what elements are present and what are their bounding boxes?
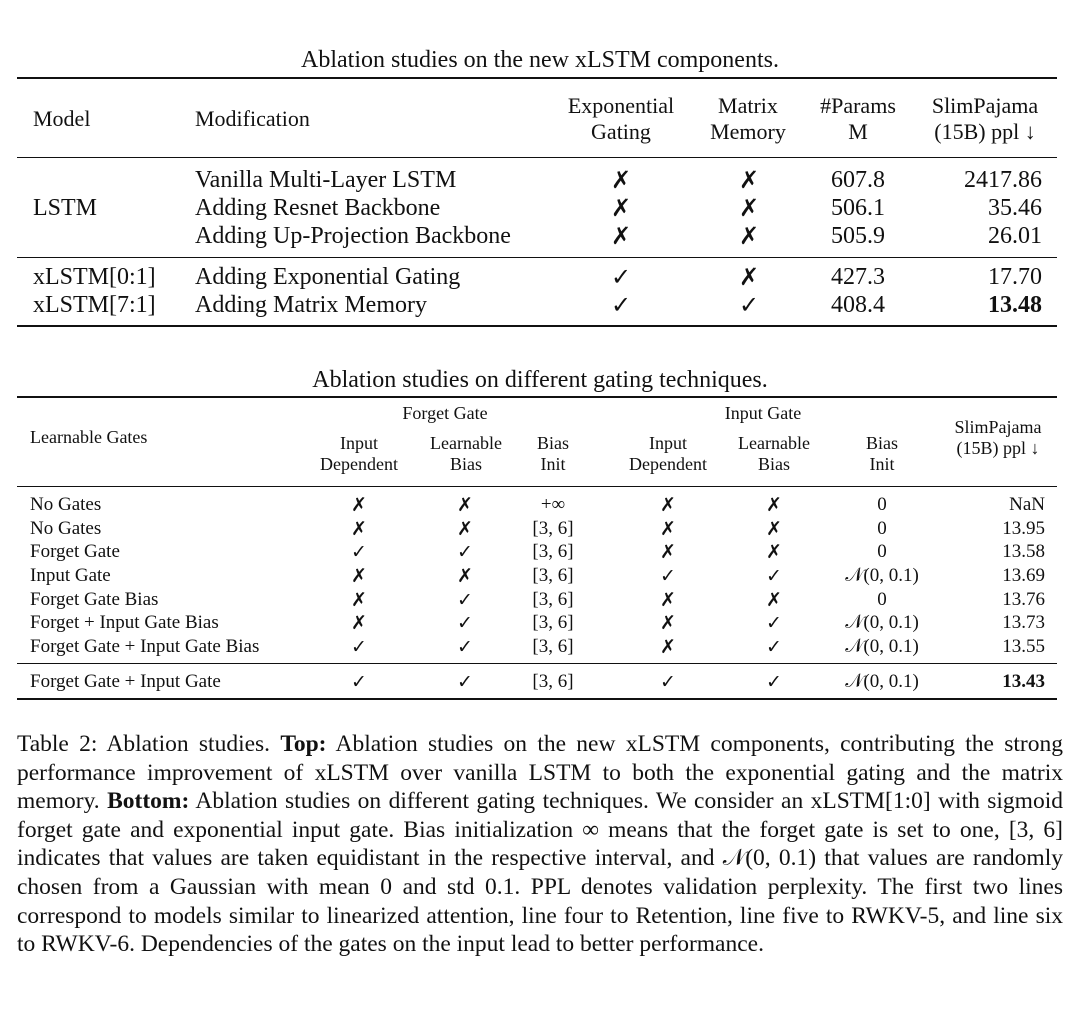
table1-cell-modification: Adding Exponential Gating [195, 264, 461, 290]
table1-cell-modification: Adding Resnet Backbone [195, 195, 441, 221]
table2-header-input-gate: Input Gate [724, 403, 802, 423]
table2-cell-i-bias: ✗ [766, 494, 782, 516]
table2-cell-name: No Gates [30, 518, 102, 539]
table1-header-params-1: #Params [820, 93, 896, 118]
table2-header-forget-gate: Forget Gate [402, 403, 488, 423]
table1-cell-exp-gating: ✗ [610, 194, 632, 222]
table2-cell-f-bias: ✓ [457, 589, 473, 611]
table2-cell-f-dep: ✓ [351, 636, 367, 658]
table1-cell-matrix-memory: ✓ [738, 291, 760, 319]
table1-header-ppl-2: (15B) ppl ↓ [934, 119, 1036, 144]
table2-cell-f-bias: ✓ [457, 612, 473, 634]
table2-header-f-input-dependent-2: Dependent [320, 454, 398, 474]
table2-cell-i-init: 0 [877, 541, 887, 562]
table2-cell-f-dep: ✓ [351, 671, 367, 693]
table1-header-ppl-1: SlimPajama [931, 93, 1039, 118]
table1-header-modification: Modification [195, 106, 310, 131]
table1-cell-ppl: 2417.86 [964, 167, 1042, 193]
table2-header-i-bias-init-1: Bias [865, 433, 898, 453]
table2-cell-name: Forget + Input Gate Bias [30, 612, 219, 633]
table1-header-exp-gating-2: Gating [591, 119, 651, 144]
table1-bottom-rule [17, 325, 1057, 327]
table2-cell-f-dep: ✗ [351, 565, 367, 587]
table2-cell-i-dep: ✗ [660, 589, 676, 611]
table2-cell-f-dep: ✗ [351, 589, 367, 611]
table2-cell-f-init: [3, 6] [532, 589, 574, 610]
table2-cell-f-init: [3, 6] [532, 671, 574, 692]
table1-cell-model: xLSTM[7:1] [33, 292, 156, 318]
table-caption [17, 730, 1063, 959]
table1-cell-params: 607.8 [831, 167, 885, 193]
table1-header-model: Model [33, 106, 91, 131]
table2-cell-i-bias: ✗ [766, 589, 782, 611]
table2-cell-name: Input Gate [30, 565, 111, 586]
table2-cell-ppl: 13.95 [1002, 518, 1045, 539]
table1-cell-exp-gating: ✗ [610, 166, 632, 194]
table1-cell-exp-gating: ✓ [610, 263, 632, 291]
table1-cell-matrix-memory: ✗ [738, 166, 760, 194]
table2-header-f-bias-init-2: Init [540, 454, 566, 474]
table2-cell-f-init: +∞ [540, 494, 566, 515]
table2-final-rule [17, 663, 1057, 664]
caption-label: Table 2: Ablation studies. [17, 731, 271, 757]
table2-cell-f-bias: ✓ [457, 541, 473, 563]
table2-cell-ppl-best: 13.43 [1002, 671, 1045, 692]
table2-cell-f-init: [3, 6] [532, 636, 574, 657]
table2-cell-ppl: 13.69 [1002, 565, 1045, 586]
table2-cell-ppl: 13.76 [1002, 589, 1045, 610]
table1-cell-model: LSTM [33, 195, 98, 221]
table2-header-i-learnable-bias-1: Learnable [738, 433, 810, 453]
table2-cell-i-init: 𝒩(0, 0.1) [845, 636, 919, 657]
table1-cell-matrix-memory: ✗ [738, 263, 760, 291]
table2-header-rule [17, 486, 1057, 487]
table1-cell-params: 506.1 [831, 195, 885, 221]
table2-cell-f-bias: ✗ [457, 494, 473, 516]
table2-title: Ablation studies on different gating techniques. [312, 367, 768, 393]
caption-bottom-text: Ablation studies on different gating techniques. We consider an xLSTM[1:0] with sigmoid forget gate and exponential input gate. Bias initialization ∞ means that the forget gate is set to one, [3, 6] indicates that values are taken equidistant in the respective interval, and 𝒩(0, 0.1) that values are randomly chosen from a Gaussian with mean 0 and std 0.1. PPL denotes validation perplexity. The first two lines correspond to models similar to linearized attention, line four to Retention, line five to RWKV-5, and line six to RWKV-6. Dependencies of the gates on the input lead to better performance. [17, 788, 1063, 958]
caption-top-label: Top: [280, 731, 327, 757]
table2-cell-ppl: 13.58 [1002, 541, 1045, 562]
table1-cell-ppl: 26.01 [988, 223, 1042, 249]
table2-header-f-learnable-bias-2: Bias [449, 454, 482, 474]
table2-cell-i-init: 0 [877, 589, 887, 610]
table2-cell-i-dep: ✗ [660, 541, 676, 563]
table2-cell-i-init: 0 [877, 494, 887, 515]
table2-cell-name: Forget Gate [30, 541, 120, 562]
table1-header-rule [17, 157, 1057, 158]
table2-cell-f-bias: ✓ [457, 671, 473, 693]
table1-top-rule [17, 77, 1057, 79]
table2-cell-i-dep: ✗ [660, 612, 676, 634]
table2-cell-i-dep: ✗ [660, 636, 676, 658]
table2-cell-f-init: [3, 6] [532, 612, 574, 633]
table2-header-f-bias-init-1: Bias [536, 433, 569, 453]
table2-header-ppl-2: (15B) ppl ↓ [956, 438, 1040, 458]
table1-cell-params: 408.4 [831, 292, 885, 318]
table2-header-ppl-1: SlimPajama [954, 417, 1042, 437]
table2-cell-name: No Gates [30, 494, 102, 515]
table2-cell-i-init: 𝒩(0, 0.1) [845, 671, 919, 692]
table2-cell-ppl: 13.55 [1002, 636, 1045, 657]
table1-cell-modification: Adding Up-Projection Backbone [195, 223, 511, 249]
table2-cell-i-dep: ✗ [660, 494, 676, 516]
caption-bottom-label: Bottom: [107, 788, 190, 815]
table2-cell-i-init: 0 [877, 518, 887, 539]
table2-cell-f-bias: ✗ [457, 518, 473, 540]
table1-cell-params: 427.3 [831, 264, 885, 290]
table2-cell-f-dep: ✓ [351, 541, 367, 563]
table1-cell-params: 505.9 [831, 223, 885, 249]
table2-cell-f-init: [3, 6] [532, 565, 574, 586]
table2-cell-i-bias: ✓ [766, 636, 782, 658]
table2-cell-f-bias: ✗ [457, 565, 473, 587]
table2-cell-name: Forget Gate Bias [30, 589, 159, 610]
table1-cell-ppl: 17.70 [988, 264, 1042, 290]
table1-cell-exp-gating: ✓ [610, 291, 632, 319]
table2-cell-i-dep: ✓ [660, 565, 676, 587]
table2-bottom-rule [17, 698, 1057, 700]
table1-header-params-2: M [848, 119, 868, 144]
table1-cell-matrix-memory: ✗ [738, 222, 760, 250]
table1-cell-exp-gating: ✗ [610, 222, 632, 250]
table1-cell-ppl: 35.46 [988, 195, 1042, 221]
table1-header-matrix-memory-1: Matrix [718, 93, 778, 118]
table2-cell-name: Forget Gate + Input Gate [30, 671, 221, 692]
table2-header-i-input-dependent-2: Dependent [629, 454, 707, 474]
table2-header-f-input-dependent-1: Input [340, 433, 378, 453]
table2-cell-f-dep: ✗ [351, 518, 367, 540]
table2-top-rule [17, 396, 1057, 398]
table2-cell-ppl: NaN [1009, 494, 1045, 515]
table1-cell-ppl-best: 13.48 [988, 292, 1042, 318]
table2-cell-i-dep: ✗ [660, 518, 676, 540]
table1-cell-matrix-memory: ✗ [738, 194, 760, 222]
table2-cell-f-bias: ✓ [457, 636, 473, 658]
table2-cell-i-dep: ✓ [660, 671, 676, 693]
table1-group-rule [17, 257, 1057, 258]
table1-title: Ablation studies on the new xLSTM components. [301, 47, 779, 73]
caption-top-text: Ablation studies on the new xLSTM components, contributing the strong performance improvement of xLSTM over vanilla LSTM to both the exponential gating and the matrix memory. [17, 731, 1063, 815]
table2-cell-i-bias: ✓ [766, 612, 782, 634]
table2-header-i-bias-init-2: Init [869, 454, 895, 474]
table2-header-i-input-dependent-1: Input [649, 433, 687, 453]
table2-header-i-learnable-bias-2: Bias [757, 454, 790, 474]
table1-cell-model: xLSTM[0:1] [33, 264, 156, 290]
table2-header-f-learnable-bias-1: Learnable [430, 433, 502, 453]
table2-cell-i-bias: ✗ [766, 541, 782, 563]
table2-cell-i-init: 𝒩(0, 0.1) [845, 565, 919, 586]
table1-header-exp-gating-1: Exponential [567, 93, 675, 118]
table2-cell-i-bias: ✓ [766, 671, 782, 693]
table2-cell-f-dep: ✗ [351, 494, 367, 516]
table1-header-matrix-memory-2: Memory [710, 119, 786, 144]
table2-cell-i-bias: ✗ [766, 518, 782, 540]
table2-cell-i-bias: ✓ [766, 565, 782, 587]
table2-header-learnable-gates: Learnable Gates [30, 427, 148, 447]
table2-cell-f-init: [3, 6] [532, 541, 574, 562]
table2-cell-f-dep: ✗ [351, 612, 367, 634]
table2-cell-f-init: [3, 6] [532, 518, 574, 539]
table1-cell-modification: Vanilla Multi-Layer LSTM [195, 167, 457, 193]
table2-cell-i-init: 𝒩(0, 0.1) [845, 612, 919, 633]
table1-cell-modification: Adding Matrix Memory [195, 292, 427, 318]
table2-cell-name: Forget Gate + Input Gate Bias [30, 636, 260, 657]
table2-cell-ppl: 13.73 [1002, 612, 1045, 633]
